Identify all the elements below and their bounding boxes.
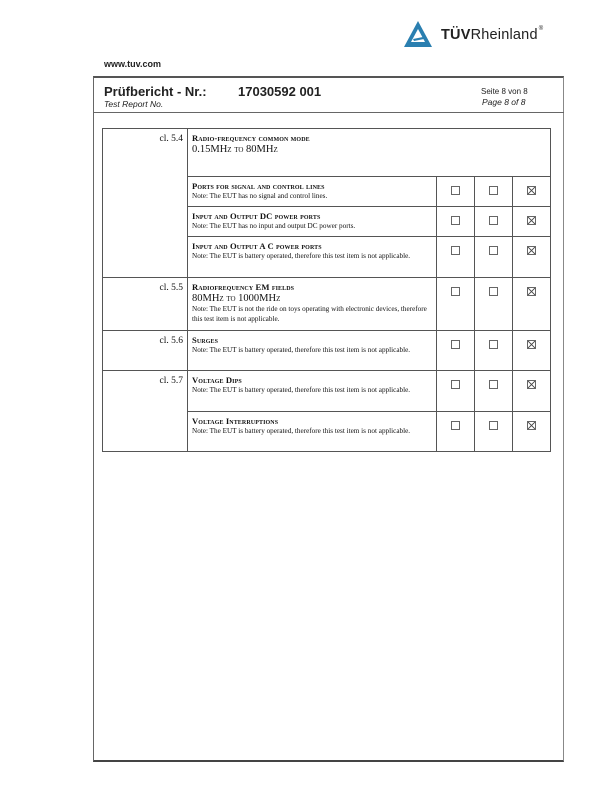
checkbox-cell: [513, 237, 551, 278]
test-title: Surges: [192, 335, 219, 345]
checkbox-unchecked[interactable]: [489, 216, 498, 225]
test-frequency: 80MHz to 1000MHz: [192, 293, 281, 304]
test-title: Voltage Interruptions: [192, 416, 279, 426]
checkbox-cell: [513, 371, 551, 412]
test-cell: [188, 331, 437, 371]
report-title-en: Test Report No.: [104, 99, 164, 109]
table-row: [103, 331, 551, 371]
checkbox-cell: [513, 331, 551, 371]
logo-text-regular: Rheinland: [470, 27, 538, 43]
page-number-de: Seite 8 von 8: [481, 87, 528, 96]
checkbox-unchecked[interactable]: [451, 246, 460, 255]
test-results-table: [102, 128, 551, 452]
test-cell: [188, 371, 437, 412]
test-note: Note: The EUT is battery operated, therefore this test item is not applicable.: [192, 252, 411, 260]
table-row: [103, 278, 551, 331]
checkbox-cell: [475, 207, 513, 237]
checkbox-cell: [475, 177, 513, 207]
logo-text-bold: TÜV: [441, 27, 471, 43]
checkbox-unchecked[interactable]: [489, 186, 498, 195]
test-title: Input and Output DC power ports: [192, 211, 321, 221]
test-frequency: 0.15MHz to 80MHz: [192, 144, 278, 155]
x-mark-icon: [528, 288, 535, 295]
tuv-triangle-icon: [403, 20, 433, 48]
checkbox-checked[interactable]: [527, 340, 536, 349]
checkbox-unchecked[interactable]: [489, 287, 498, 296]
test-note: Note: The EUT is battery operated, therefore this test item is not applicable.: [192, 386, 411, 394]
checkbox-unchecked[interactable]: [451, 340, 460, 349]
checkbox-cell: [437, 207, 475, 237]
page-number-en: Page 8 of 8: [482, 97, 526, 107]
checkbox-cell: [437, 371, 475, 412]
test-cell: [188, 237, 437, 278]
table-row: [103, 371, 551, 412]
checkbox-unchecked[interactable]: [489, 340, 498, 349]
x-mark-icon: [528, 217, 535, 224]
checkbox-cell: [475, 237, 513, 278]
checkbox-cell: [513, 177, 551, 207]
checkbox-cell: [437, 237, 475, 278]
x-mark-icon: [528, 247, 535, 254]
test-title: Radiofrequency EM fields: [192, 282, 295, 292]
test-cell: [188, 129, 551, 177]
checkbox-checked[interactable]: [527, 216, 536, 225]
checkbox-cell: [437, 278, 475, 331]
checkbox-cell: [475, 278, 513, 331]
x-mark-icon: [528, 422, 535, 429]
test-title: Input and Output A C power ports: [192, 241, 322, 251]
x-mark-icon: [528, 341, 535, 348]
checkbox-unchecked[interactable]: [489, 380, 498, 389]
checkbox-cell: [437, 412, 475, 452]
test-cell: [188, 207, 437, 237]
checkbox-checked[interactable]: [527, 186, 536, 195]
x-mark-icon: [528, 381, 535, 388]
table-row: [103, 129, 551, 177]
test-note: Note: The EUT has no input and output DC power ports.: [192, 222, 356, 230]
test-cell: [188, 412, 437, 452]
header-divider: [93, 112, 564, 113]
checkbox-unchecked[interactable]: [489, 421, 498, 430]
test-note: Note: The EUT is battery operated, therefore this test item is not applicable.: [192, 346, 411, 354]
test-cell: [188, 278, 437, 331]
checkbox-unchecked[interactable]: [451, 380, 460, 389]
checkbox-checked[interactable]: [527, 287, 536, 296]
checkbox-unchecked[interactable]: [451, 216, 460, 225]
checkbox-checked[interactable]: [527, 380, 536, 389]
checkbox-checked[interactable]: [527, 421, 536, 430]
website-link[interactable]: www.tuv.com: [104, 59, 162, 69]
clause-label: cl. 5.6: [103, 331, 188, 371]
checkbox-cell: [475, 331, 513, 371]
registered-mark: ®: [538, 26, 544, 32]
test-note: Note: The EUT is not the ride on toys operating with electronic devices, therefore this test item is not applicable.: [192, 305, 427, 323]
tuv-rheinland-logo: [403, 20, 593, 50]
test-title: Voltage Dips: [192, 375, 242, 385]
test-note: Note: The EUT is battery operated, therefore this test item is not applicable.: [192, 427, 411, 435]
checkbox-cell: [475, 371, 513, 412]
checkbox-cell: [513, 278, 551, 331]
checkbox-cell: [475, 412, 513, 452]
checkbox-cell: [437, 331, 475, 371]
report-title-de: Prüfbericht - Nr.:: [104, 84, 207, 99]
test-note: Note: The EUT has no signal and control lines.: [192, 192, 328, 200]
checkbox-unchecked[interactable]: [451, 421, 460, 430]
checkbox-cell: [513, 207, 551, 237]
checkbox-cell: [513, 412, 551, 452]
clause-label: cl. 5.4: [103, 129, 188, 278]
checkbox-unchecked[interactable]: [451, 186, 460, 195]
test-title: Radio-frequency common mode: [192, 133, 310, 143]
x-mark-icon: [528, 187, 535, 194]
checkbox-unchecked[interactable]: [451, 287, 460, 296]
report-number: 17030592 001: [238, 84, 322, 99]
logo-wordmark: [441, 26, 543, 43]
checkbox-checked[interactable]: [527, 246, 536, 255]
test-title: Ports for signal and control lines: [192, 181, 325, 191]
checkbox-unchecked[interactable]: [489, 246, 498, 255]
test-cell: [188, 177, 437, 207]
clause-label: cl. 5.5: [103, 278, 188, 331]
clause-label: cl. 5.7: [103, 371, 188, 452]
checkbox-cell: [437, 177, 475, 207]
